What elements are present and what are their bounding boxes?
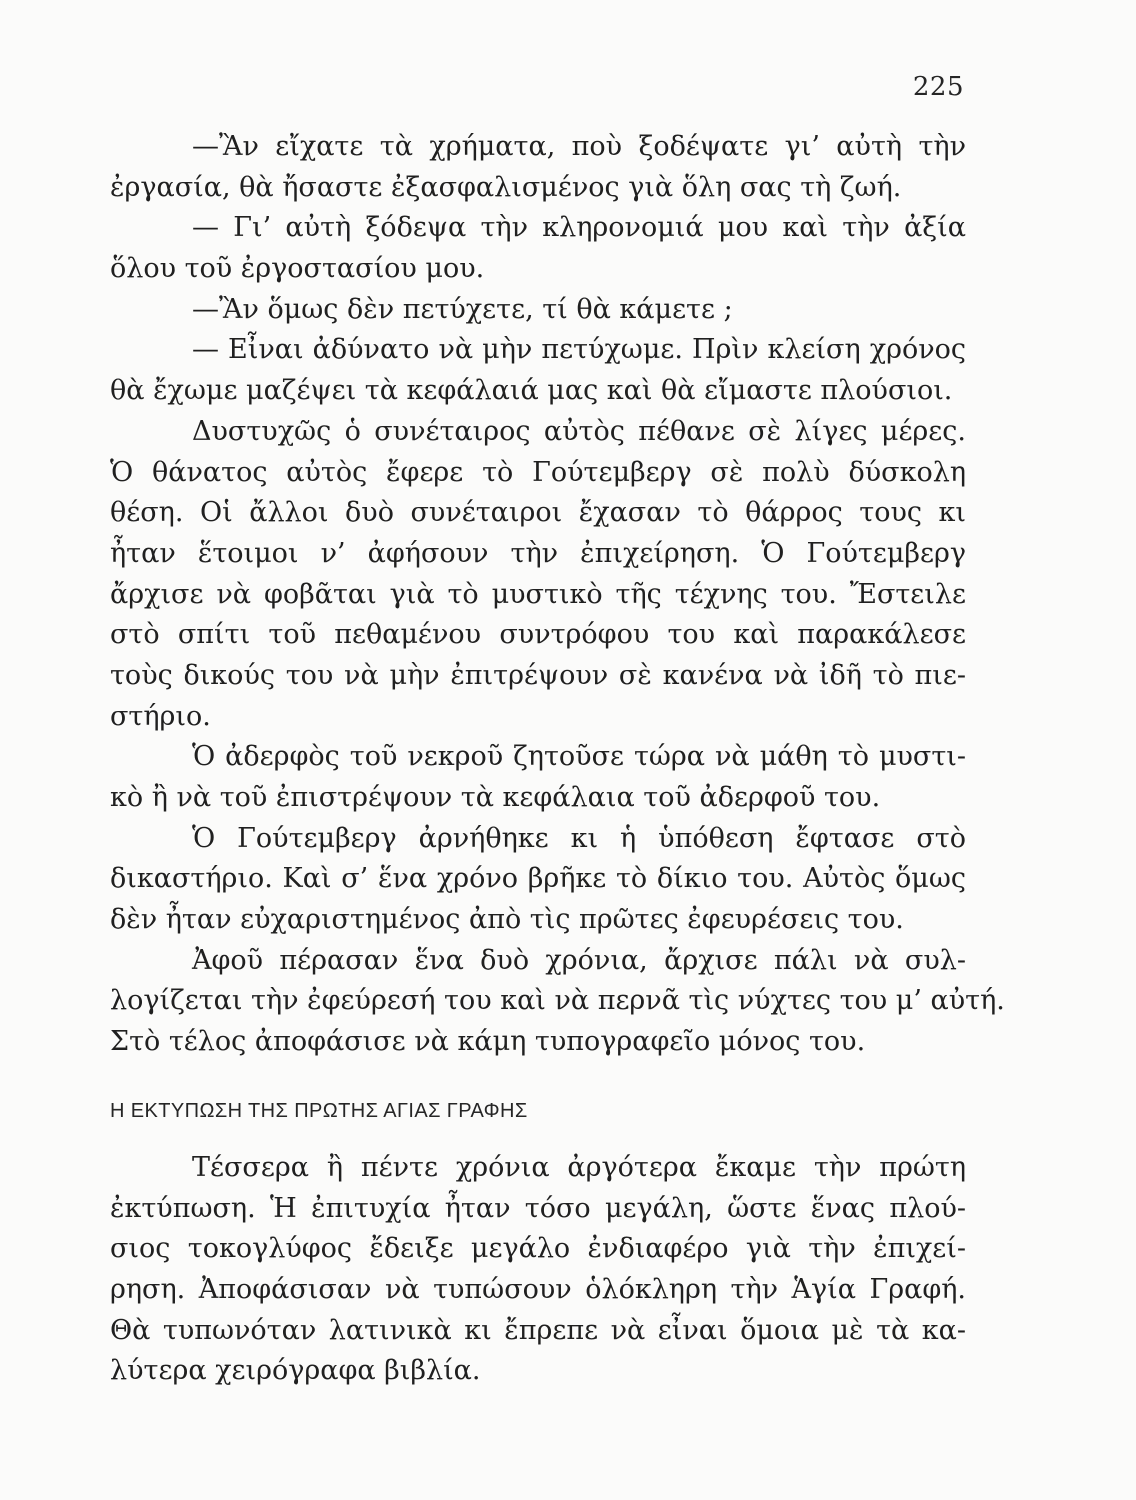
text-line: Τέσσερα ἢ πέντε χρόνια ἀργότερα ἔκαμε τὴν πρώτη: [192, 1152, 966, 1183]
text-line: —Ἂν ὅμως δὲν πετύχετε, τί θὰ κάμετε ;: [192, 293, 733, 325]
text-line: Στὸ τέλος ἀποφάσισε νὰ κάμη τυπογραφεῖο μόνος του.: [110, 1026, 866, 1058]
text-line: Ὁ θάνατος αὐτὸς ἔφερε τὸ Γούτεμβεργ σὲ πολὺ δύσκολη: [110, 456, 966, 488]
text-line: στήριο.: [110, 700, 211, 732]
text-line: θέση. Οἱ ἄλλοι δυὸ συνέταιροι ἔχασαν τὸ θάρρος τους κι: [110, 497, 966, 529]
text-line: στὸ σπίτι τοῦ πεθαμένου συντρόφου του καὶ παρακάλεσε: [110, 619, 966, 651]
body-text-section-2: [110, 1148, 966, 1392]
text-line: λύτερα χειρόγραφα βιβλία.: [110, 1355, 481, 1387]
text-line: Ὁ Γούτεμβεργ ἀρνήθηκε κι ἡ ὑπόθεση ἔφτασε στὸ: [192, 822, 966, 854]
text-line: κὸ ἢ νὰ τοῦ ἐπιστρέψουν τὰ κεφάλαια τοῦ ἀδερφοῦ του.: [110, 782, 881, 813]
body-text-section-1: [110, 127, 1005, 1063]
text-line: — Γι’ αὐτὴ ξόδεψα τὴν κληρονομιά μου καὶ τὴν ἀξία: [192, 212, 966, 244]
text-line: ἐκτύπωση. Ἡ ἐπιτυχία ἦταν τόσο μεγάλη, ὥστε ἕνας πλού-: [110, 1192, 966, 1224]
text-line: ὅλου τοῦ ἐργοστασίου μου.: [110, 253, 485, 285]
text-line: δὲν ἦταν εὐχαριστημένος ἀπὸ τὶς πρῶτες ἐφευρέσεις του.: [110, 904, 904, 936]
text-line: Ὁ ἀδερφὸς τοῦ νεκροῦ ζητοῦσε τώρα νὰ μάθη τὸ μυστι-: [192, 741, 966, 773]
text-line: ἐργασία, θὰ ἤσαστε ἐξασφαλισμένος γιὰ ὅλη σας τὴ ζωή.: [110, 171, 902, 203]
text-line: ρηση. Ἀποφάσισαν νὰ τυπώσουν ὁλόκληρη τὴν Ἁγία Γραφή.: [110, 1274, 966, 1306]
text-line: ἄρχισε νὰ φοβᾶται γιὰ τὸ μυστικὸ τῆς τέχνης του. Ἔστειλε: [110, 578, 966, 610]
text-line: Ἀφοῦ πέρασαν ἕνα δυὸ χρόνια, ἄρχισε πάλι νὰ συλ-: [192, 944, 966, 976]
text-line: λογίζεται τὴν ἐφεύρεσή του καὶ νὰ περνᾶ τὶς νύχτες του μ’ αὐτή.: [110, 985, 1005, 1017]
text-line: — Εἶναι ἀδύνατο νὰ μὴν πετύχωμε. Πρὶν κλείση χρόνος: [192, 334, 966, 366]
section-heading: Η ΕΚΤΥΠΩΣΗ ΤΗΣ ΠΡΩΤΗΣ ΑΓΙΑΣ ΓΡΑΦΗΣ: [110, 1100, 528, 1122]
text-line: δικαστήριο. Καὶ σ’ ἕνα χρόνο βρῆκε τὸ δίκιο του. Αὐτὸς ὅμως: [110, 863, 966, 895]
text-line: θὰ ἔχωμε μαζέψει τὰ κεφάλαιά μας καὶ θὰ εἴμαστε πλούσιοι.: [110, 375, 953, 407]
text-line: Θὰ τυπωνόταν λατινικὰ κι ἔπρεπε νὰ εἶναι ὅμοια μὲ τὰ κα-: [110, 1314, 966, 1346]
page-number: 225: [912, 72, 964, 102]
text-line: Δυστυχῶς ὁ συνέταιρος αὐτὸς πέθανε σὲ λίγες μέρες.: [192, 415, 966, 447]
text-line: —Ἂν εἴχατε τὰ χρήματα, ποὺ ξοδέψατε γι’ αὐτὴ τὴν: [192, 131, 966, 162]
text-line: σιος τοκογλύφος ἔδειξε μεγάλο ἐνδιαφέρο γιὰ τὴν ἐπιχεί-: [110, 1233, 966, 1265]
text-line: ἦταν ἕτοιμοι ν’ ἀφήσουν τὴν ἐπιχείρηση. Ὁ Γούτεμβεργ: [110, 537, 966, 569]
text-line: τοὺς δικούς του νὰ μὴν ἐπιτρέψουν σὲ κανένα νὰ ἰδῆ τὸ πιε-: [110, 659, 966, 691]
